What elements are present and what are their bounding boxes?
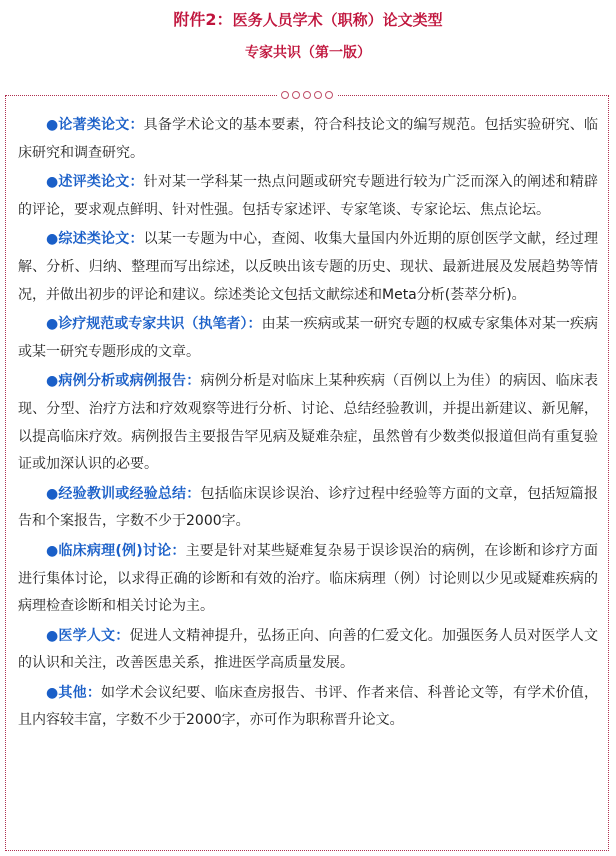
paper-type-description: 以某一专题为中心，查阅、收集大量国内外近期的原创医学文献，经过理解、分析、归纳、整理而写出综述，以反映出该专题的历史、现状、最新进展及发展趋势等情况，并做出初步的评论和建议。综述类论文包括文献综述和Meta分析(荟萃分析)。 <box>18 231 599 303</box>
bullet-icon: ● <box>46 542 59 559</box>
document-subtitle: 专家共识（第一版） <box>245 45 371 61</box>
paper-type-case-report <box>18 368 598 478</box>
paper-type-description: 由某一疾病或某一研究专题的权威专家集体对某一疾病或某一研究专题形成的文章。 <box>18 316 599 360</box>
paper-type-guideline-consensus <box>18 311 598 366</box>
paper-type-term: 综述类论文： <box>58 231 144 248</box>
paper-type-experience-summary <box>18 481 598 536</box>
paper-type-description: 病例分析是对临床上某种疾病（百例以上为佳）的病因、临床表现、分型、治疗方法和疗效观察等进行分析、讨论、总结经验教训，并提出新建议、新见解，以提高临床疗效。病例报告主要报告罕见病及疑难杂症，虽然曾有少数类似报道但尚有重复验证或加深认识的必要。 <box>18 373 599 473</box>
paper-type-description: 如学术会议纪要、临床查房报告、书评、作者来信、科普论文等，有学术价值，且内容较丰富，字数不少于2000字，亦可作为职称晋升论文。 <box>18 684 599 729</box>
document-header <box>0 0 616 64</box>
ornament-dot-icon <box>303 91 311 99</box>
paper-type-review <box>18 226 598 309</box>
paper-type-medical-humanities <box>18 623 598 678</box>
paper-type-term: 述评类论文： <box>58 174 144 191</box>
paper-type-clinicopathological-discussion <box>18 538 598 621</box>
paper-type-term: 诊疗规范或专家共识（执笔者）： <box>58 316 262 333</box>
paper-type-term: 其他： <box>58 684 102 701</box>
paper-type-description: 促进人文精神提升，弘扬正向、向善的仁爱文化。加强医务人员对医学人文的认识和关注，改善医患关系，推进医学高质量发展。 <box>18 627 599 672</box>
paper-type-original-article <box>18 112 598 167</box>
ornament-dot-icon <box>292 91 300 99</box>
paper-type-description: 包括临床误诊误治、诊疗过程中经验等方面的文章，包括短篇报告和个案报告，字数不少于2000字。 <box>18 485 599 530</box>
bullet-icon: ● <box>46 627 59 644</box>
paper-types-list <box>18 112 598 737</box>
bullet-icon: ● <box>46 684 59 701</box>
paper-type-term: 经验教训或经验总结： <box>58 485 201 502</box>
document-title <box>0 8 616 32</box>
paper-type-term: 论著类论文： <box>58 117 144 133</box>
paper-type-description: 具备学术论文的基本要素，符合科技论文的编写规范。包括实验研究、临床研究和调查研究。 <box>18 117 599 161</box>
paper-type-description: 主要是针对某些疑难复杂易于误诊误治的病例，在诊断和诊疗方面进行集体讨论，以求得正确的诊断和有效的治疗。临床病理（例）讨论则以少见或疑难疾病的病理检查诊断和相关讨论为主。 <box>18 542 599 615</box>
ornament-dot-icon <box>281 91 289 99</box>
title-main: 医务人员学术（职称）论文类型 <box>232 11 443 29</box>
paper-type-term: 病例分析或病例报告： <box>58 373 201 390</box>
bullet-icon: ● <box>46 373 59 390</box>
paper-type-description: 针对某一学科某一热点问题或研究专题进行较为广泛而深入的阐述和精辟的评论，要求观点鲜明、针对性强。包括专家述评、专家笔谈、专家论坛、焦点论坛。 <box>18 174 599 218</box>
bullet-icon: ● <box>46 117 59 133</box>
content-frame <box>5 95 609 851</box>
bullet-icon: ● <box>46 231 59 248</box>
paper-type-term: 临床病理(例)讨论： <box>58 542 186 559</box>
ornament-dot-icon <box>325 91 333 99</box>
paper-type-other <box>18 680 598 735</box>
paper-type-commentary <box>18 169 598 224</box>
paper-type-term: 医学人文： <box>58 627 130 644</box>
frame-dots-ornament <box>277 91 337 99</box>
title-prefix: 附件2： <box>173 10 233 29</box>
bullet-icon: ● <box>46 485 59 502</box>
bullet-icon: ● <box>46 174 59 191</box>
ornament-dot-icon <box>314 91 322 99</box>
bullet-icon: ● <box>46 316 59 333</box>
